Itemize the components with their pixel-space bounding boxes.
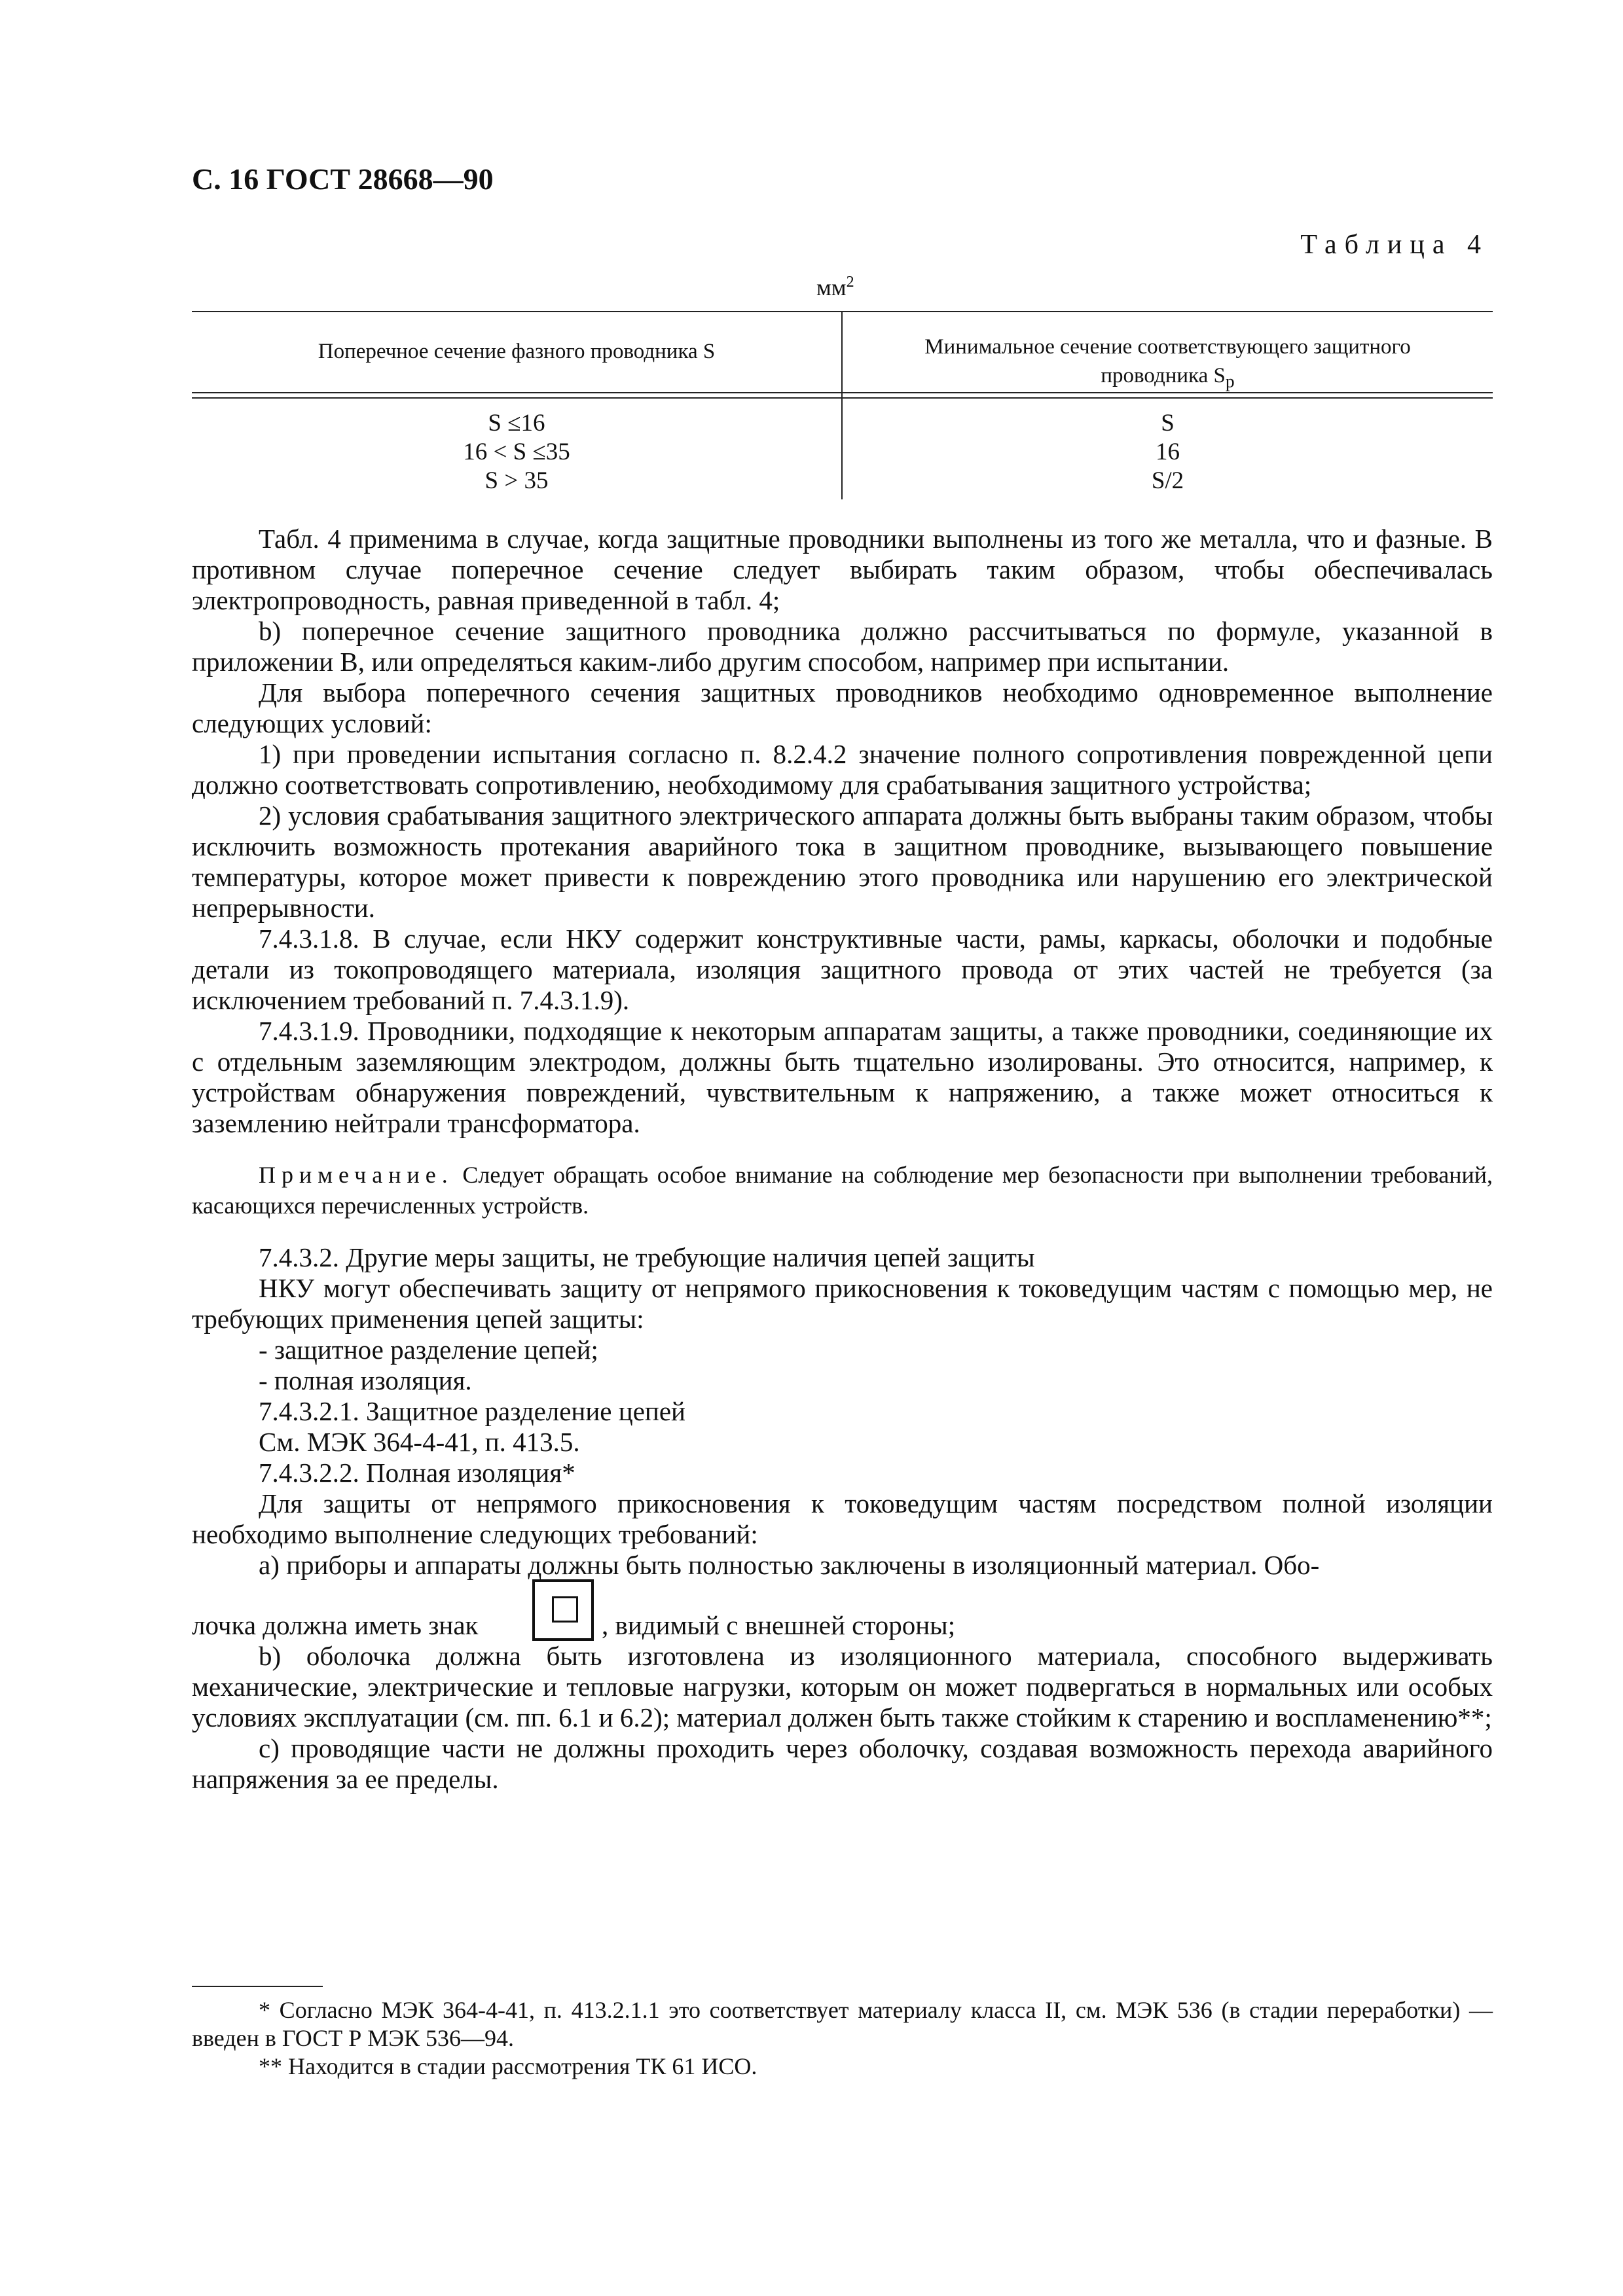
- table-cell: S ≤16: [488, 410, 545, 437]
- sign-text-before: лочка должна иметь знак: [192, 1610, 479, 1640]
- double-insulation-sign-icon: [532, 1579, 594, 1641]
- table-cell: S: [1161, 410, 1175, 437]
- paragraph: a) приборы и аппараты должны быть полностью заключены в изоляционный материал. Обо-: [259, 1550, 1320, 1580]
- paragraph: 7.4.3.2.1. Защитное разделение цепей: [259, 1396, 685, 1426]
- note-text: Следует обращать особое внимание на соблюдение мер безопасности при выполнении требований, касающихся перечисленных устройств.: [192, 1162, 1493, 1219]
- sign-text-after: , видимый с внешней стороны;: [602, 1610, 956, 1640]
- column-protective-values: [843, 409, 1493, 495]
- table-cell: 16: [1156, 439, 1180, 465]
- cross-section-table: [192, 311, 1493, 499]
- footnotes: [192, 1996, 1493, 2081]
- table-cell: 16 < S ≤35: [463, 439, 570, 465]
- footnote: ** Находится в стадии рассмотрения ТК 61 ИСО.: [259, 2053, 757, 2079]
- paragraph: Табл. 4 применима в случае, когда защитные проводники выполнены из того же металла, что и фазные. В противном случае поперечное сечение следует выбирать таким образом, чтобы обеспечивалась электропроводность, равная приведенной в табл. 4;: [192, 524, 1493, 615]
- footnote-rule: [192, 1986, 323, 1987]
- paragraph: 7.4.3.1.9. Проводники, подходящие к некоторым аппаратам защиты, а также проводники, соединяющие их с отдельным заземляющим электродом, должны быть тщательно изолированы. Это относится, например, к устройствам обнаружения повреждений, чувствительным к напряжению, а также может относиться к заземлению нейтрали трансформатора.: [192, 1016, 1493, 1138]
- column-header-protective-line2: проводника $S_p$: [1101, 364, 1235, 391]
- list-item: - защитное разделение цепей;: [259, 1335, 598, 1365]
- footnote: * Согласно МЭК 364-4-41, п. 413.2.1.1 это соответствует материалу класса II, см. МЭК 536 (в стадии переработки) — введен в ГОСТ Р МЭК 536—94.: [192, 1997, 1493, 2051]
- column-header-protective: [843, 332, 1493, 396]
- column-header-phase: Поперечное сечение фазного проводника S: [318, 340, 716, 363]
- paragraph: Для выбора поперечного сечения защитных проводников необходимо одновременное выполнение следующих условий:: [192, 677, 1493, 738]
- paragraph: См. МЭК 364-4-41, п. 413.5.: [259, 1427, 580, 1457]
- paragraph: 7.4.3.1.8. В случае, если НКУ содержит конструктивные части, рамы, каркасы, оболочки и подобные детали из токопроводящего материала, изоляция защитного провода от этих частей не требуется (за исключением требований п. 7.4.3.1.9).: [192, 924, 1493, 1015]
- paragraph: Для защиты от непрямого прикосновения к токоведущим частям посредством полной изоляции необходимо выполнение следующих требований:: [192, 1488, 1493, 1549]
- note: [192, 1160, 1493, 1221]
- paragraph: b) оболочка должна быть изготовлена из изоляционного материала, способного выдерживать механические, электрические и тепловые нагрузки, которым он может подвергаться в нормальных или особых условиях эксплуатации (см. пп. 6.1 и 6.2); материал должен быть также стойким к старению и воспламенению**;: [192, 1641, 1493, 1732]
- paragraph: 1) при проведении испытания согласно п. 8.2.4.2 значение полного сопротивления поврежденной цепи должно соответствовать сопротивлению, необходимому для срабатывания защитного устройства;: [192, 739, 1493, 800]
- paragraph: НКУ могут обеспечивать защиту от непрямого прикосновения к токоведущим частям с помощью мер, не требующих применения цепей защиты:: [192, 1273, 1493, 1334]
- list-item: - полная изоляция.: [259, 1365, 472, 1395]
- page-header: С. 16 ГОСТ 28668—90: [192, 162, 494, 196]
- paragraph: b) поперечное сечение защитного проводника должно рассчитываться по формуле, указанной в приложении В, или определяться каким-либо другим способом, например при испытании.: [192, 616, 1493, 677]
- unit-superscript: 2: [846, 274, 854, 291]
- paragraph: 7.4.3.2.2. Полная изоляция*: [259, 1458, 575, 1488]
- table-unit: [816, 274, 854, 301]
- column-phase-values: [192, 409, 841, 495]
- body-text: [192, 524, 1493, 1795]
- unit-text: мм: [816, 274, 847, 300]
- table-cell: S/2: [1151, 467, 1184, 494]
- paragraph: c) проводящие части не должны проходить через оболочку, создавая возможность перехода аварийного напряжения за ее пределы.: [192, 1733, 1493, 1794]
- paragraph: 2) условия срабатывания защитного электрического аппарата должны быть выбраны таким образом, чтобы исключить возможность протекания аварийного тока в защитном проводнике, вызывающего повышение температуры, которое может привести к повреждению этого проводника или нарушению его электрической непрерывности.: [192, 800, 1493, 923]
- table-caption: Таблица 4: [1300, 230, 1489, 260]
- paragraph: 7.4.3.2. Другие меры защиты, не требующие наличия цепей защиты: [259, 1242, 1035, 1272]
- table-cell: S > 35: [484, 467, 549, 494]
- double-insulation-line: [192, 1581, 1493, 1641]
- note-label: Примечание.: [259, 1162, 454, 1188]
- subscript-p: p: [1225, 370, 1235, 391]
- column-header-protective-line1: Минимальное сечение соответствующего защитного: [924, 335, 1411, 359]
